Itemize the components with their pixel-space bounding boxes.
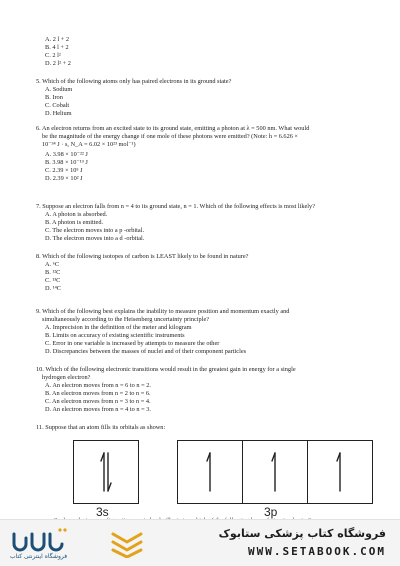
option: C. The electron moves into a p -orbital. (45, 227, 145, 234)
option: D. 2 l² + 2 (45, 60, 71, 67)
option: C. An electron moves from n = 3 to n = 4. (45, 398, 151, 405)
orbital-box-3s (73, 440, 139, 504)
option: B. 4 l + 2 (45, 44, 69, 51)
store-name: فروشگاه کتاب پزشکی ستابوک (218, 527, 386, 540)
option: C. Cobalt (45, 102, 70, 109)
option: B. Limits on accuracy of existing scientific instruments (45, 332, 185, 339)
book-stamp-icon (110, 528, 144, 558)
question-stem-cont: simultaneously according to the Heisenberg uncertainty principle? (42, 316, 210, 323)
option: A. An electron moves from n = 6 to n = 2. (45, 382, 151, 389)
option: C. ¹³C (45, 277, 61, 284)
option: A. 2 l + 2 (45, 36, 70, 43)
question-11 (36, 424, 376, 432)
question-stem: 6. An electron returns from an excited state to its ground state, emitting a photon at λ = 500 nm. What would (36, 125, 310, 132)
option: B. A photon is emitted. (45, 219, 104, 226)
option: A. 3.98 × 10⁻²² J (45, 151, 88, 158)
question-5 (36, 78, 376, 118)
question-stem-cont: hydrogen electron? (42, 374, 91, 381)
question-stem: 10. Which of the following electronic transitions would result in the greatest gain in energy for a single (36, 366, 296, 373)
orbital-label-3s: 3s (96, 505, 109, 519)
option: C. 2 l² (45, 52, 61, 59)
option: D. ¹⁴C (45, 285, 61, 292)
question-stem: 5. Which of the following atoms only has paired electrons in its ground state? (36, 78, 232, 85)
store-url[interactable]: WWW.SETABOOK.COM (248, 545, 386, 558)
single-electron-arrow-icon (308, 441, 372, 503)
option: B. Iron (45, 94, 63, 101)
question-8 (36, 253, 376, 293)
paired-electron-arrows-icon (74, 441, 138, 503)
question-10 (36, 366, 376, 414)
option: C. Error in one variable is increased by attempts to measure the other (45, 340, 220, 347)
orbital-box-3p-1 (177, 440, 243, 504)
option: D. 2.39 × 10² J (45, 175, 83, 182)
question-6 (36, 125, 376, 183)
orbital-box-3p-2 (242, 440, 308, 504)
option: B. 3.98 × 10⁻¹⁹ J (45, 159, 88, 166)
option: A. A photon is absorbed. (45, 211, 108, 218)
question-stem-cont: 10⁻³⁴ J · s, N_A = 6.02 × 10²³ mol⁻¹) (42, 141, 136, 148)
question-stem-cont: be the magnitude of the energy change if one mole of these photons were emitted? (Note: h = 6.626 × (42, 133, 298, 140)
option: D. An electron moves from n = 4 to n = 3. (45, 406, 151, 413)
option: C. 2.39 × 10⁵ J (45, 167, 83, 174)
option: D. Discrepancies between the masses of nuclei and of their component particles (45, 348, 247, 355)
option: A. Imprecision in the definition of the meter and kilogram (45, 324, 192, 331)
orbital-box-3p-3 (307, 440, 373, 504)
option: B. ¹²C (45, 269, 61, 276)
option: D. Helium (45, 110, 72, 117)
option: B. An electron moves from n = 2 to n = 6. (45, 390, 151, 397)
option: A. Sodium (45, 86, 73, 93)
question-7 (36, 203, 376, 243)
question-stem: 9. Which of the following best explains the inability to measure position and momentum exactly and (36, 308, 290, 315)
single-electron-arrow-icon (243, 441, 307, 503)
question-stem: 11. Suppose that an atom fills its orbitals as shown: (36, 424, 166, 431)
publisher-footer (0, 519, 400, 566)
question-4-options (36, 36, 376, 68)
question-stem: 7. Suppose an electron falls from n = 4 to its ground state, n = 1. Which of the following effects is most likely? (36, 203, 315, 210)
orbital-label-3p: 3p (264, 505, 278, 519)
question-9 (36, 308, 376, 356)
brand-caption: فروشگاه اینترنتی کتاب (10, 553, 68, 560)
question-stem: 8. Which of the following isotopes of carbon is LEAST likely to be found in nature? (36, 253, 249, 260)
option: A. ⁶C (45, 261, 60, 268)
option: D. The electron moves into a d -orbital. (45, 235, 145, 242)
single-electron-arrow-icon (178, 441, 242, 503)
